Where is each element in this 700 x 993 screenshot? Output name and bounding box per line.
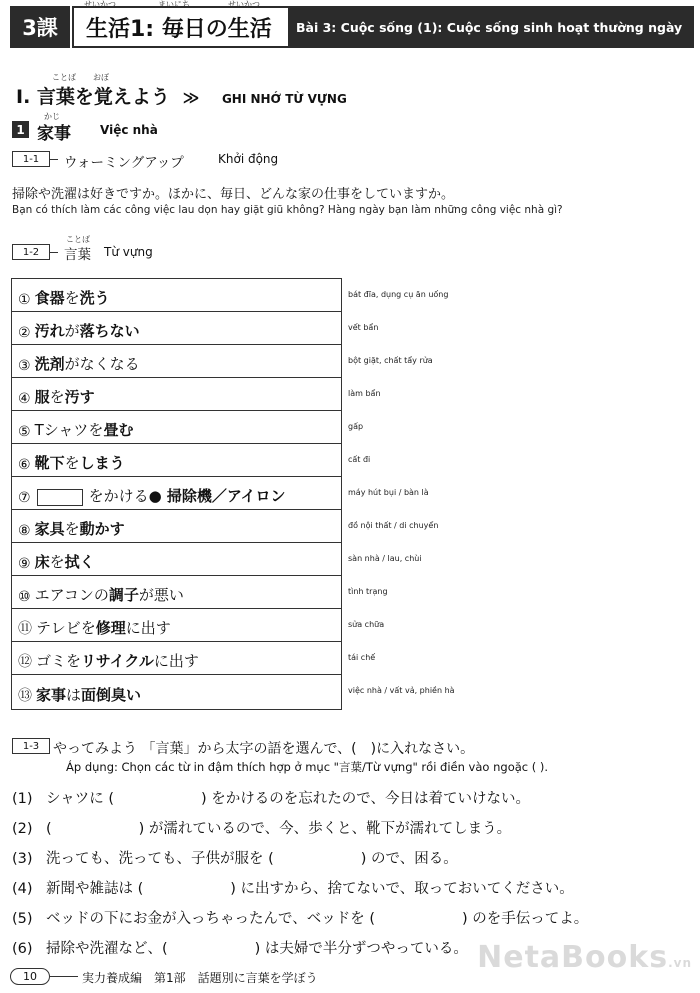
exercise-text: 洗っても、洗っても、子供が服を ( ) ので、困る。: [46, 851, 458, 867]
subsection-tag: 1-2: [12, 244, 50, 260]
furigana: せいかつ: [228, 0, 260, 9]
vocab-bold: 調子: [108, 586, 139, 604]
exercise-item: [12, 787, 530, 808]
vocab-pre: エアコンの: [34, 586, 109, 604]
lesson-title-vi: Bài 3: Cuộc sống (1): Cuộc sống sinh hoạt thường ngày: [290, 6, 694, 48]
vocab-num: ⑥: [18, 457, 31, 473]
vocab-translation: làm bẩn: [348, 389, 381, 398]
vocab-row: [12, 378, 341, 411]
vocab-pre: Tシャツを: [34, 421, 104, 439]
subsection-title: ウォーミングアップ: [64, 155, 184, 171]
blank-box: [37, 489, 83, 506]
exercise-item: [12, 877, 574, 898]
vocab-mid: を: [49, 388, 65, 406]
vocab-translation: việc nhà / vất vả, phiền hà: [348, 686, 455, 695]
vocab-table: [11, 278, 342, 710]
vocab-row: [12, 279, 341, 312]
vocab-bold: 食器: [34, 289, 65, 307]
vocab-bold: リサイクル: [81, 652, 154, 670]
exercise-item: [12, 817, 511, 838]
subsection-title: 言葉: [64, 247, 91, 263]
furigana: かじ: [44, 112, 60, 121]
vocab-pre: テレビを: [36, 619, 96, 637]
vocab-mid: を: [64, 454, 80, 472]
vocab-translation: gấp: [348, 422, 364, 431]
vocab-translation: máy hút bụi / bàn là: [348, 488, 429, 497]
furigana: おぼ: [93, 73, 109, 82]
vocab-num: ⑬: [18, 688, 32, 704]
watermark-text: NetaBooks: [477, 940, 669, 975]
lesson-title-jp: 生活1: 毎日の生活: [72, 6, 290, 48]
vocab-num: ⑪: [18, 621, 32, 637]
vocab-bold2: 面倒臭い: [81, 686, 142, 704]
exercise-item: [12, 907, 588, 928]
vocab-bold2: ● 掃除機／アイロン: [148, 487, 286, 505]
vocab-mid: を: [49, 553, 65, 571]
vocab-row: [12, 411, 341, 444]
exercise-number: (1): [12, 791, 33, 807]
lesson-header: [10, 6, 694, 48]
exercise-instruction: やってみよう 「言葉」から太字の語を選んで、( )に入れなさい。: [53, 741, 475, 757]
vocab-mid: を: [64, 289, 80, 307]
section-title: 言葉を覚えよう: [36, 86, 170, 108]
subsection-title-vi: Khởi động: [218, 152, 279, 166]
vocab-translation: sửa chữa: [348, 620, 385, 629]
vocab-bold: 洗剤: [34, 355, 65, 373]
vocab-row: [12, 642, 341, 675]
vocab-bold2: しまう: [79, 454, 125, 472]
vocab-num: ②: [18, 325, 31, 341]
vocab-row: [12, 444, 341, 477]
double-chevron-icon: ≫: [182, 88, 200, 107]
vocab-num: ①: [18, 292, 31, 308]
vocab-mid: をかける: [88, 487, 149, 505]
furigana: まいにち: [158, 0, 190, 9]
vocab-mid: を: [64, 520, 80, 538]
vocab-num: ⑩: [18, 589, 31, 605]
exercise-item: [12, 847, 458, 868]
part-title: 家事: [37, 124, 71, 144]
vocab-bold: 家事: [36, 686, 67, 704]
vocab-translation: đồ nội thất / di chuyển: [348, 521, 439, 530]
furigana: せいかつ: [84, 0, 116, 9]
vocab-translation: bột giặt, chất tẩy rửa: [348, 356, 433, 365]
vocab-row: [12, 675, 341, 708]
vocab-translation: sàn nhà / lau, chùi: [348, 554, 422, 563]
exercise-number: (6): [12, 941, 33, 957]
vocab-row: [12, 576, 341, 609]
subsection-tag: 1-1: [12, 151, 50, 167]
vocab-mid: が: [64, 322, 80, 340]
vocab-bold: 靴下: [34, 454, 65, 472]
exercise-number: (4): [12, 881, 33, 897]
vocab-row: [12, 345, 341, 378]
warmup-question-vi: Bạn có thích làm các công việc lau dọn hay giặt giũ không? Hàng ngày bạn làm những công việc nhà gì?: [12, 204, 563, 216]
furigana: ことば: [66, 235, 90, 244]
divider: [50, 252, 58, 253]
footer-text: 実力養成編 第1部 話題別に言葉を学ぼう: [82, 971, 318, 985]
vocab-mid: は: [66, 686, 82, 704]
exercise-text: シャツに ( ) をかけるのを忘れたので、今日は着ていけない。: [46, 791, 530, 807]
divider: [50, 976, 78, 977]
exercise-number: (5): [12, 911, 33, 927]
vocab-translation: cất đi: [348, 455, 371, 464]
warmup-question: 掃除や洗濯は好きですか。ほかに、毎日、どんな家の仕事をしていますか。: [12, 187, 455, 202]
vocab-num: ⑦: [18, 490, 31, 506]
vocab-num: ⑨: [18, 556, 31, 572]
furigana: ことば: [52, 73, 76, 82]
section-heading: [16, 82, 347, 109]
vocab-bold2: 拭く: [64, 553, 95, 571]
watermark-suffix: .vn: [668, 956, 692, 970]
vocab-pre: ゴミを: [36, 652, 82, 670]
watermark-logo: [477, 940, 692, 975]
exercise-text: 掃除や洗濯など、( ) は夫婦で半分ずつやっている。: [46, 941, 468, 957]
vocab-mid: が悪い: [138, 586, 184, 604]
vocab-translation: vết bẩn: [348, 323, 379, 332]
vocab-translation: tình trạng: [348, 587, 388, 596]
vocab-bold: 修理: [95, 619, 126, 637]
vocab-num: ④: [18, 391, 31, 407]
vocab-num: ⑫: [18, 654, 32, 670]
vocab-bold2: 動かす: [79, 520, 125, 538]
vocab-bold: 服: [34, 388, 50, 406]
page-number: 10: [10, 968, 50, 985]
vocab-bold2: 畳む: [103, 421, 134, 439]
vocab-row: [12, 609, 341, 642]
lesson-number: 3課: [10, 6, 70, 48]
subsection-tag: 1-3: [12, 738, 50, 754]
divider: [50, 159, 58, 160]
exercise-text: 新聞や雑誌は ( ) に出すから、捨てないで、取っておいてください。: [46, 881, 574, 897]
vocab-translation: bát đĩa, dụng cụ ăn uống: [348, 290, 449, 299]
vocab-mid: に出す: [125, 619, 171, 637]
section-title-vi: GHI NHỚ TỪ VỰNG: [221, 92, 347, 106]
exercise-item: [12, 937, 468, 958]
subsection-title-vi: Từ vựng: [104, 245, 153, 259]
exercise-instruction-vi: Áp dụng: Chọn các từ in đậm thích hợp ở mục "言葉/Từ vựng" rồi điền vào ngoặc ( ).: [66, 760, 549, 774]
vocab-bold: 汚れ: [34, 322, 65, 340]
vocab-bold2: 洗う: [79, 289, 110, 307]
vocab-row: [12, 510, 341, 543]
part-number: 1: [12, 121, 29, 138]
section-roman: I.: [16, 86, 31, 108]
vocab-num: ③: [18, 358, 31, 374]
vocab-num: ⑤: [18, 424, 31, 440]
vocab-row: [12, 543, 341, 576]
part-title-vi: Việc nhà: [100, 123, 158, 137]
vocab-mid: に出す: [153, 652, 199, 670]
vocab-mid: がなくなる: [64, 355, 140, 373]
vocab-bold2: 落ちない: [79, 322, 140, 340]
exercise-text: ( ) が濡れているので、今、歩くと、靴下が濡れてしまう。: [46, 821, 512, 837]
exercise-number: (3): [12, 851, 33, 867]
vocab-bold2: 汚す: [64, 388, 95, 406]
vocab-bold: 家具: [34, 520, 65, 538]
exercise-text: ベッドの下にお金が入っちゃったんで、ベッドを ( ) のを手伝ってよ。: [46, 911, 589, 927]
vocab-bold: 床: [34, 553, 50, 571]
vocab-row: [12, 312, 341, 345]
exercise-number: (2): [12, 821, 33, 837]
vocab-translation: tái chế: [348, 653, 376, 662]
vocab-num: ⑧: [18, 523, 31, 539]
vocab-row: [12, 477, 341, 510]
